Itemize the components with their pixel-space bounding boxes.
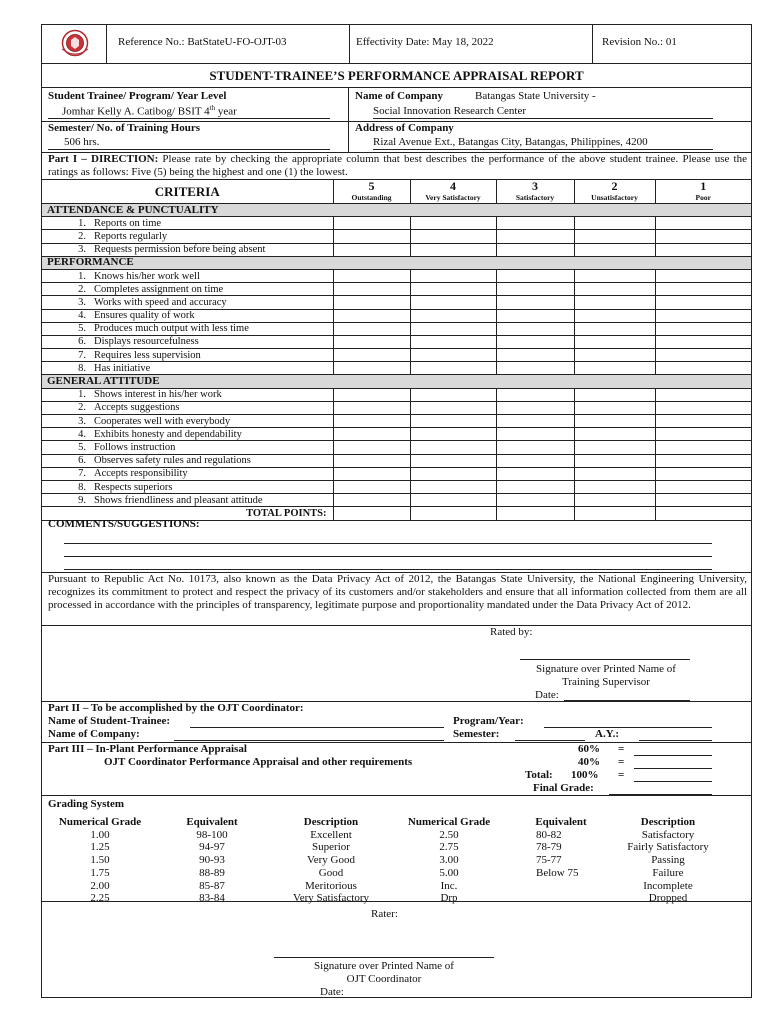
rating-checkbox-cell-5[interactable]: [333, 335, 410, 348]
grading-header: Numerical Grade: [407, 816, 491, 828]
semester-field[interactable]: [515, 740, 585, 741]
criteria-label: 7. Requires less supervision: [42, 349, 333, 362]
effectivity-date: Effectivity Date: May 18, 2022: [356, 36, 494, 48]
criteria-row: [42, 296, 751, 309]
rating-checkbox-cell-3[interactable]: [496, 401, 574, 414]
criteria-row: [42, 322, 751, 335]
criteria-label: 2. Accepts suggestions: [42, 401, 333, 414]
rating-checkbox-cell-2[interactable]: [574, 322, 655, 335]
rating-checkbox-cell-1[interactable]: [655, 269, 751, 282]
coordinator-signature-line[interactable]: [274, 957, 494, 958]
rating-checkbox-cell-5[interactable]: [333, 494, 410, 507]
rating-checkbox-cell-1[interactable]: [655, 401, 751, 414]
rating-checkbox-cell-3[interactable]: [496, 349, 574, 362]
comment-line[interactable]: [64, 543, 712, 544]
criteria-label: 8. Respects superiors: [42, 480, 333, 493]
rating-checkbox-cell-4[interactable]: [410, 243, 496, 256]
grading-cell: Failure: [652, 866, 684, 879]
final-grade-label: Final Grade:: [533, 782, 594, 794]
weight-100: 100%: [571, 769, 599, 781]
rating-checkbox-cell-2[interactable]: [574, 296, 655, 309]
rating-checkbox-cell-2[interactable]: [574, 283, 655, 296]
grading-cell: Superior: [312, 841, 350, 854]
criteria-row: [42, 309, 751, 322]
rating-checkbox-cell-1[interactable]: [655, 243, 751, 256]
section-header-row: [42, 375, 751, 388]
grading-cell: Fairly Satisfactory: [627, 841, 709, 854]
criteria-row: [42, 441, 751, 454]
criteria-row: [42, 494, 751, 507]
grading-cell: 78-79: [536, 841, 562, 854]
rating-checkbox-cell-4[interactable]: [410, 441, 496, 454]
grading-row: [50, 867, 724, 880]
criteria-row: [42, 467, 751, 480]
weight-60: 60%: [578, 743, 600, 755]
grading-cell: 98-100: [196, 828, 228, 841]
criteria-label: 3. Cooperates well with everybody: [42, 415, 333, 428]
rating-checkbox-cell-4[interactable]: [410, 269, 496, 282]
grading-cell: Incomplete: [643, 879, 693, 892]
rating-checkbox-cell-5[interactable]: [333, 467, 410, 480]
comment-line[interactable]: [64, 569, 712, 570]
revision-number: Revision No.: 01: [602, 36, 677, 48]
rating-checkbox-cell-4[interactable]: [410, 401, 496, 414]
criteria-label: 2. Completes assignment on time: [42, 283, 333, 296]
direction-text: Part I – DIRECTION: Please rate by checking the appropriate column that best describes the performance of the above student trainee. Please use the ratings as follows: Five (5) being the highest and one (1) the lowest.: [48, 153, 747, 178]
rating-checkbox-cell-1[interactable]: [655, 480, 751, 493]
company-label: Name of Company: [355, 90, 443, 102]
rating-checkbox-cell-1[interactable]: [655, 494, 751, 507]
rating-checkbox-cell-5[interactable]: [333, 217, 410, 230]
total-points-label: TOTAL POINTS:: [42, 507, 333, 520]
rating-checkbox-cell-3[interactable]: [496, 283, 574, 296]
criteria-row: [42, 362, 751, 375]
grading-cell: Below 75: [536, 866, 579, 879]
rating-checkbox-cell-5[interactable]: [333, 349, 410, 362]
total-points-cell[interactable]: [655, 507, 751, 520]
company-name-label: Name of Company:: [48, 728, 140, 740]
grading-cell: Inc.: [440, 879, 458, 892]
rating-checkbox-cell-4[interactable]: [410, 428, 496, 441]
part2-title: Part II – To be accomplished by the OJT Coordinator:: [48, 702, 304, 714]
rating-checkbox-cell-3[interactable]: [496, 243, 574, 256]
rating-header-1: 1 Poor: [655, 180, 751, 204]
program-year-label: Program/Year:: [453, 715, 524, 727]
criteria-label: 9. Shows friendliness and pleasant attitude: [42, 494, 333, 507]
rating-checkbox-cell-1[interactable]: [655, 428, 751, 441]
rating-checkbox-cell-1[interactable]: [655, 296, 751, 309]
rater-label: Rater:: [371, 908, 398, 920]
grading-cell: 2.75: [439, 841, 459, 854]
rating-checkbox-cell-3[interactable]: [496, 415, 574, 428]
rating-checkbox-cell-3[interactable]: [496, 441, 574, 454]
criteria-label: 6. Observes safety rules and regulations: [42, 454, 333, 467]
rating-checkbox-cell-3[interactable]: [496, 467, 574, 480]
rating-checkbox-cell-1[interactable]: [655, 217, 751, 230]
criteria-label: 1. Knows his/her work well: [42, 269, 333, 282]
grading-cell: 85-87: [199, 879, 225, 892]
grading-cell: 75-77: [536, 854, 562, 867]
total-label: Total:: [525, 769, 553, 781]
grading-cell: 80-82: [536, 828, 562, 841]
rating-checkbox-cell-5[interactable]: [333, 454, 410, 467]
grading-cell: Good: [318, 866, 344, 879]
rating-checkbox-cell-2[interactable]: [574, 269, 655, 282]
weight-40: 40%: [578, 756, 600, 768]
grading-table: [50, 816, 724, 905]
coordinator-signature-caption: Signature over Printed Name of OJT Coordinator: [314, 960, 454, 985]
criteria-table: [42, 179, 751, 521]
rating-checkbox-cell-5[interactable]: [333, 428, 410, 441]
criteria-label: 1. Reports on time: [42, 217, 333, 230]
company-value-2: Social Innovation Research Center: [373, 105, 527, 117]
criteria-row: [42, 335, 751, 348]
rating-checkbox-cell-5[interactable]: [333, 283, 410, 296]
rating-checkbox-cell-2[interactable]: [574, 480, 655, 493]
equals-sign: =: [618, 743, 625, 755]
student-trainee-name-label: Name of Student-Trainee:: [48, 715, 170, 727]
appraisal-form: [41, 24, 752, 998]
rating-checkbox-cell-1[interactable]: [655, 309, 751, 322]
criteria-row: [42, 388, 751, 401]
criteria-row: [42, 230, 751, 243]
grading-cell: Very Good: [307, 854, 355, 867]
criteria-row: [42, 480, 751, 493]
rating-checkbox-cell-3[interactable]: [496, 428, 574, 441]
grading-cell: 2.25: [90, 892, 110, 905]
rating-checkbox-cell-4[interactable]: [410, 322, 496, 335]
rating-checkbox-cell-1[interactable]: [655, 388, 751, 401]
reference-number: Reference No.: BatStateU-FO-OJT-03: [118, 36, 287, 48]
rating-checkbox-cell-1[interactable]: [655, 283, 751, 296]
grading-cell: 1.75: [90, 866, 110, 879]
rating-checkbox-cell-1[interactable]: [655, 335, 751, 348]
company-value-1: Batangas State University -: [475, 90, 596, 102]
section-header-row: [42, 204, 751, 217]
student-trainee-name-field[interactable]: [190, 727, 444, 728]
rating-checkbox-cell-4[interactable]: [410, 454, 496, 467]
rating-checkbox-cell-2[interactable]: [574, 428, 655, 441]
equals-sign: =: [618, 756, 625, 768]
grading-row: [50, 892, 724, 905]
grading-cell: 88-89: [199, 866, 225, 879]
program-year-field[interactable]: [544, 727, 712, 728]
grading-cell: 1.00: [90, 828, 110, 841]
section-title: ATTENDANCE & PUNCTUALITY: [42, 204, 751, 217]
rating-checkbox-cell-1[interactable]: [655, 467, 751, 480]
grading-header: Equivalent: [186, 816, 238, 828]
criteria-row: [42, 243, 751, 256]
grading-header: Numerical Grade: [58, 816, 142, 828]
rating-checkbox-cell-4[interactable]: [410, 362, 496, 375]
rating-checkbox-cell-3[interactable]: [496, 217, 574, 230]
ay-field[interactable]: [639, 740, 712, 741]
rating-checkbox-cell-5[interactable]: [333, 401, 410, 414]
total-points-cell[interactable]: [333, 507, 410, 520]
rating-checkbox-cell-1[interactable]: [655, 322, 751, 335]
grading-cell: 2.50: [439, 828, 459, 841]
rating-checkbox-cell-4[interactable]: [410, 494, 496, 507]
rating-checkbox-cell-1[interactable]: [655, 362, 751, 375]
grading-cell: Excellent: [310, 828, 352, 841]
rating-checkbox-cell-5[interactable]: [333, 322, 410, 335]
rating-checkbox-cell-5[interactable]: [333, 480, 410, 493]
grading-row: [50, 854, 724, 867]
supervisor-signature-caption: Signature over Printed Name of Training Supervisor: [536, 663, 676, 688]
rating-checkbox-cell-1[interactable]: [655, 349, 751, 362]
semester-label-2: Semester:: [453, 728, 500, 740]
rating-checkbox-cell-2[interactable]: [574, 217, 655, 230]
rating-checkbox-cell-5[interactable]: [333, 309, 410, 322]
grading-cell: Dropped: [648, 892, 688, 905]
rating-checkbox-cell-2[interactable]: [574, 243, 655, 256]
rating-checkbox-cell-5[interactable]: [333, 269, 410, 282]
grading-cell: 1.50: [90, 854, 110, 867]
comment-line[interactable]: [64, 556, 712, 557]
criteria-row: [42, 428, 751, 441]
grading-cell: 1.25: [90, 841, 110, 854]
criteria-row: [42, 217, 751, 230]
rating-checkbox-cell-4[interactable]: [410, 415, 496, 428]
grading-header: Description: [303, 816, 359, 828]
rating-checkbox-cell-2[interactable]: [574, 454, 655, 467]
rating-checkbox-cell-1[interactable]: [655, 441, 751, 454]
criteria-label: 2. Reports regularly: [42, 230, 333, 243]
grading-cell: Meritorious: [305, 879, 357, 892]
rating-header-2: 2 Unsatisfactory: [574, 180, 655, 204]
criteria-label: 1. Shows interest in his/her work: [42, 388, 333, 401]
equals-sign: =: [618, 769, 625, 781]
grading-cell: 5.00: [439, 866, 459, 879]
rating-checkbox-cell-1[interactable]: [655, 454, 751, 467]
address-value: Rizal Avenue Ext., Batangas City, Batangas, Philippines, 4200: [373, 136, 648, 148]
rating-checkbox-cell-3[interactable]: [496, 322, 574, 335]
comments-label: COMMENTS/SUGGESTIONS:: [48, 518, 200, 530]
rating-checkbox-cell-3[interactable]: [496, 480, 574, 493]
rating-checkbox-cell-4[interactable]: [410, 335, 496, 348]
criteria-label: 5. Follows instruction: [42, 441, 333, 454]
rating-checkbox-cell-3[interactable]: [496, 362, 574, 375]
score-40-field[interactable]: [634, 768, 712, 769]
rating-checkbox-cell-5[interactable]: [333, 230, 410, 243]
rating-checkbox-cell-4[interactable]: [410, 217, 496, 230]
grading-cell: Drp: [440, 892, 458, 905]
part3-subtitle: OJT Coordinator Performance Appraisal and other requirements: [104, 756, 413, 768]
section-header-row: [42, 256, 751, 269]
trainee-value: Jomhar Kelly A. Catibog/ BSIT 4th year: [62, 104, 237, 118]
coordinator-date-label: Date:: [320, 986, 344, 998]
rating-checkbox-cell-4[interactable]: [410, 388, 496, 401]
rating-header-3: 3 Satisfactory: [496, 180, 574, 204]
rating-checkbox-cell-1[interactable]: [655, 230, 751, 243]
rating-checkbox-cell-2[interactable]: [574, 441, 655, 454]
rating-checkbox-cell-4[interactable]: [410, 283, 496, 296]
rating-checkbox-cell-5[interactable]: [333, 415, 410, 428]
rating-checkbox-cell-3[interactable]: [496, 335, 574, 348]
rating-checkbox-cell-1[interactable]: [655, 415, 751, 428]
rating-checkbox-cell-3[interactable]: [496, 454, 574, 467]
training-hours-value: 506 hrs.: [64, 136, 100, 148]
total-points-cell[interactable]: [410, 507, 496, 520]
rating-checkbox-cell-2[interactable]: [574, 349, 655, 362]
rating-checkbox-cell-2[interactable]: [574, 494, 655, 507]
criteria-row: [42, 269, 751, 282]
grading-header: Description: [640, 816, 696, 828]
criteria-header: CRITERIA: [42, 180, 333, 204]
grading-cell: 2.00: [90, 879, 110, 892]
criteria-label: 4. Exhibits honesty and dependability: [42, 428, 333, 441]
rating-checkbox-cell-3[interactable]: [496, 494, 574, 507]
criteria-label: 4. Ensures quality of work: [42, 309, 333, 322]
rating-checkbox-cell-2[interactable]: [574, 230, 655, 243]
part3-title: Part III – In-Plant Performance Appraisal: [48, 743, 247, 755]
rating-checkbox-cell-2[interactable]: [574, 401, 655, 414]
grading-cell: Satisfactory: [641, 828, 695, 841]
grading-cell: 94-97: [199, 841, 225, 854]
score-60-field[interactable]: [634, 755, 712, 756]
grading-cell: Very Satisfactory: [292, 892, 370, 905]
rating-checkbox-cell-2[interactable]: [574, 362, 655, 375]
company-name-field[interactable]: [174, 740, 444, 741]
rating-header-4: 4 Very Satisfactory: [410, 180, 496, 204]
grading-system-title: Grading System: [48, 798, 125, 810]
supervisor-signature-line[interactable]: [520, 659, 690, 660]
criteria-label: 6. Displays resourcefulness: [42, 335, 333, 348]
rating-checkbox-cell-3[interactable]: [496, 230, 574, 243]
grading-cell: [510, 892, 612, 905]
rating-checkbox-cell-4[interactable]: [410, 349, 496, 362]
rating-checkbox-cell-3[interactable]: [496, 309, 574, 322]
criteria-label: 7. Accepts responsibility: [42, 467, 333, 480]
criteria-row: [42, 415, 751, 428]
criteria-label: 8. Has initiative: [42, 362, 333, 375]
rating-checkbox-cell-3[interactable]: [496, 388, 574, 401]
rating-checkbox-cell-2[interactable]: [574, 467, 655, 480]
rating-checkbox-cell-4[interactable]: [410, 467, 496, 480]
grading-cell: Passing: [651, 854, 685, 867]
form-title: STUDENT-TRAINEE’S PERFORMANCE APPRAISAL REPORT: [209, 68, 584, 83]
rating-checkbox-cell-4[interactable]: [410, 296, 496, 309]
section-title: GENERAL ATTITUDE: [42, 375, 751, 388]
criteria-label: 3. Requests permission before being absent: [42, 243, 333, 256]
section-title: PERFORMANCE: [42, 256, 751, 269]
criteria-row: [42, 401, 751, 414]
criteria-label: 3. Works with speed and accuracy: [42, 296, 333, 309]
rating-checkbox-cell-4[interactable]: [410, 309, 496, 322]
grading-cell: 3.00: [439, 854, 459, 867]
total-points-cell[interactable]: [574, 507, 655, 520]
rating-checkbox-cell-2[interactable]: [574, 309, 655, 322]
rating-checkbox-cell-2[interactable]: [574, 388, 655, 401]
rating-checkbox-cell-4[interactable]: [410, 230, 496, 243]
criteria-row: [42, 454, 751, 467]
data-privacy-notice: Pursuant to Republic Act No. 10173, also known as the Data Privacy Act of 2012, the Batangas State University, the National Engineering University, recognizes its commitment to protect and respect the privacy of its customers and/or stakeholders and ensure that all information collected from them are all processed in accordance with the principles of transparency, legitimate purpose and proportionality mandated under the Data Privacy Act of 2012.: [48, 573, 747, 612]
rating-checkbox-cell-2[interactable]: [574, 335, 655, 348]
grading-row: [50, 880, 724, 893]
grading-row: [50, 829, 724, 842]
grading-row: [50, 841, 724, 854]
total-points-cell[interactable]: [496, 507, 574, 520]
grading-header: Equivalent: [535, 816, 587, 828]
rating-checkbox-cell-2[interactable]: [574, 415, 655, 428]
rating-checkbox-cell-3[interactable]: [496, 269, 574, 282]
address-label: Address of Company: [355, 122, 454, 134]
rating-checkbox-cell-5[interactable]: [333, 441, 410, 454]
total-score-field[interactable]: [634, 781, 712, 782]
criteria-header-row: [42, 180, 751, 204]
grading-cell: 83-84: [199, 892, 225, 905]
rating-checkbox-cell-5[interactable]: [333, 243, 410, 256]
rating-checkbox-cell-5[interactable]: [333, 388, 410, 401]
ay-label: A.Y.:: [595, 728, 620, 740]
criteria-label: 5. Produces much output with less time: [42, 322, 333, 335]
rating-checkbox-cell-5[interactable]: [333, 296, 410, 309]
grading-cell: 90-93: [199, 854, 225, 867]
trainee-label: Student Trainee/ Program/ Year Level: [48, 90, 227, 102]
grading-cell: [510, 880, 612, 893]
rating-header-5: 5 Outstanding: [333, 180, 410, 204]
rated-by-label: Rated by:: [490, 626, 533, 638]
university-seal-logo: [52, 29, 98, 57]
criteria-row: [42, 283, 751, 296]
supervisor-date-label: Date:: [535, 689, 559, 701]
semester-label: Semester/ No. of Training Hours: [48, 122, 201, 134]
criteria-row: [42, 349, 751, 362]
rating-checkbox-cell-5[interactable]: [333, 362, 410, 375]
rating-checkbox-cell-3[interactable]: [496, 296, 574, 309]
rating-checkbox-cell-4[interactable]: [410, 480, 496, 493]
